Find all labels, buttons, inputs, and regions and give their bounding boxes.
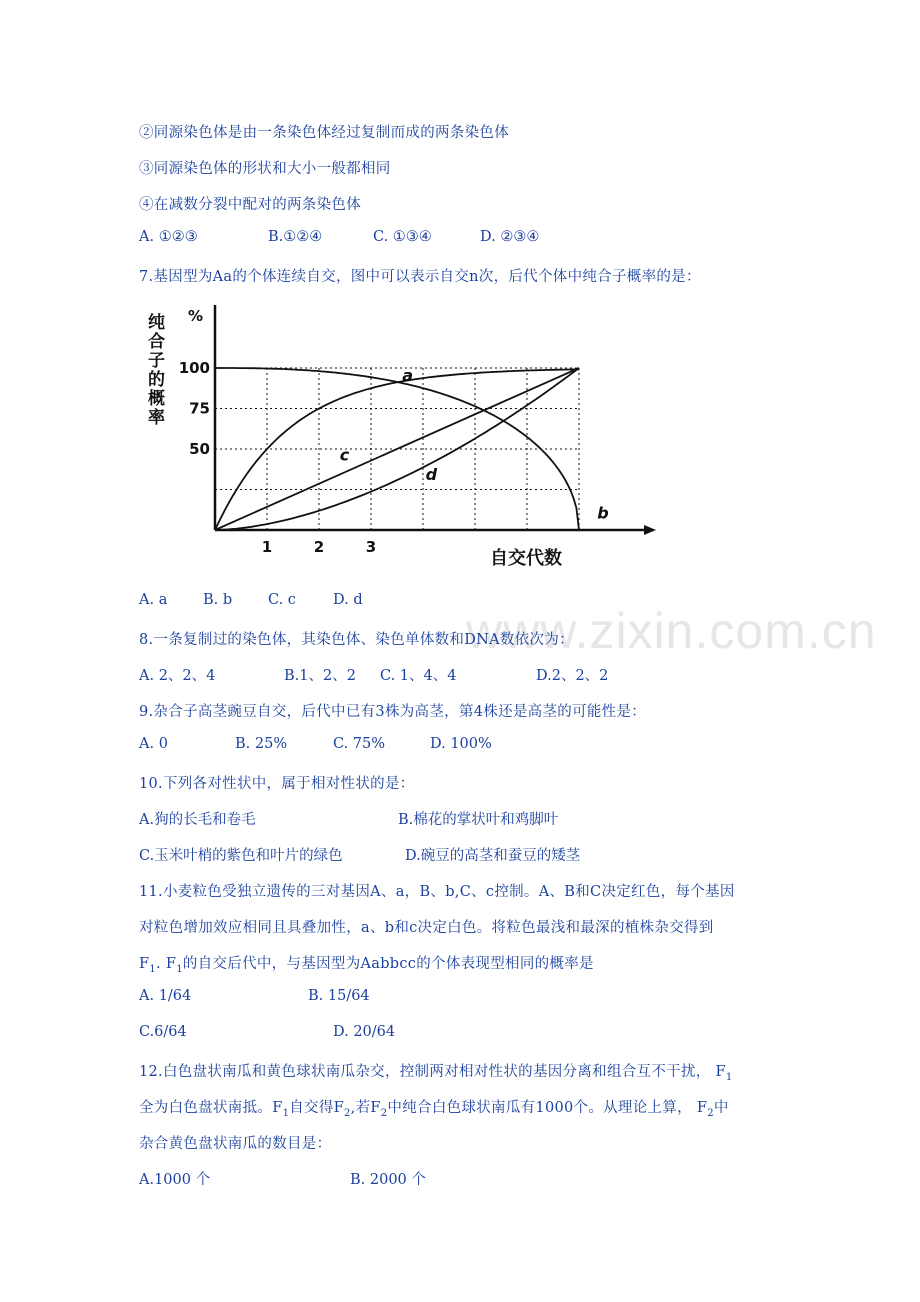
chart-curves [215, 365, 579, 530]
q12-line-1: 12.白色盘状南瓜和黄色球状南瓜杂交，控制两对相对性状的基因分离和组合互不干扰， $F_1$ [139, 1064, 733, 1083]
q8-option-b[interactable]: B.1、2、2 [284, 668, 356, 684]
x-axis-arrow [644, 525, 656, 535]
series-a-label: a [402, 365, 413, 385]
q12-line-2: 全为白色盘状南抵。$F_1$自交得$F_2$,若$F_2$中纯合白色球状南瓜有1000个。从理论上算， $F_2$中 [139, 1100, 729, 1119]
q7-option-b[interactable]: B. b [203, 592, 233, 608]
q10-stem: 10.下列各对性状中，属于相对性状的是： [139, 776, 415, 792]
q11-line-2: 对粒色增加效应相同且具叠加性，a、b和c决定白色。将粒色最浅和最深的植株杂交得到 [139, 920, 714, 936]
y-axis-label-char: 概 [148, 389, 165, 409]
q6-option-d[interactable]: D. ②③④ [480, 229, 540, 245]
x-tick-label: 3 [365, 538, 377, 556]
statement-2: ②同源染色体是由一条染色体经过复制而成的两条染色体 [139, 125, 509, 141]
y-axis-label-char: 率 [148, 408, 165, 428]
q6-option-a[interactable]: A. ①②③ [139, 229, 198, 245]
y-tick-label: 100 [178, 359, 210, 377]
q11-option-a[interactable]: A. 1/64 [139, 988, 192, 1004]
q7-option-a[interactable]: A. a [139, 592, 168, 608]
q12-option-b[interactable]: B. 2000 个 [350, 1172, 426, 1188]
q7-stem: 7.基因型为Aa的个体连续自交，图中可以表示自交n次，后代个体中纯合子概率的是： [139, 269, 701, 285]
x-tick-label: 1 [261, 538, 273, 556]
q7-option-c[interactable]: C. c [268, 592, 296, 608]
y-tick-label: 50 [189, 440, 210, 458]
y-unit-label: % [188, 307, 204, 325]
x-tick-label: 2 [313, 538, 325, 556]
series-d-label: d [425, 464, 438, 484]
q8-option-d[interactable]: D.2、2、2 [536, 668, 609, 684]
q9-option-c[interactable]: C. 75% [333, 736, 386, 752]
q10-option-b[interactable]: B.棉花的掌状叶和鸡脚叶 [398, 812, 559, 828]
q11-option-d[interactable]: D. 20/64 [333, 1024, 396, 1040]
series-b-label: b [597, 503, 609, 523]
q11-option-c[interactable]: C.6/64 [139, 1024, 187, 1040]
q9-option-a[interactable]: A. 0 [139, 736, 168, 752]
q6-option-c[interactable]: C. ①③④ [373, 229, 432, 245]
q7-option-d[interactable]: D. d [333, 592, 363, 608]
q9-option-b[interactable]: B. 25% [235, 736, 288, 752]
q8-option-c[interactable]: C. 1、4、4 [380, 668, 457, 684]
q8-option-a[interactable]: A. 2、2、4 [139, 668, 216, 684]
q8-stem: 8.一条复制过的染色体，其染色体、染色单体数和DNA数依次为： [139, 632, 574, 648]
statement-4: ④在减数分裂中配对的两条染色体 [139, 197, 361, 213]
y-axis-label-char: 的 [148, 370, 165, 390]
x-axis-label: 自交代数 [490, 548, 562, 569]
watermark: www.zixin.com.cn [466, 603, 877, 659]
y-axis-label-char: 子 [148, 351, 165, 371]
q12-line-3: 杂合黄色盘状南瓜的数目是： [139, 1136, 332, 1152]
q9-stem: 9.杂合子高茎豌豆自交，后代中已有3株为高茎，第4株还是高茎的可能性是： [139, 704, 647, 720]
purity-chart [140, 293, 680, 578]
series-c-label: c [339, 445, 350, 465]
q11-option-b[interactable]: B. 15/64 [308, 988, 370, 1004]
q6-option-b[interactable]: B.①②④ [268, 229, 323, 245]
q10-option-a[interactable]: A.狗的长毛和卷毛 [139, 812, 256, 828]
statement-3: ③同源染色体的形状和大小一般都相同 [139, 161, 391, 177]
q12-option-a[interactable]: A.1000 个 [139, 1172, 211, 1188]
q10-option-c[interactable]: C.玉米叶梢的紫色和叶片的绿色 [139, 848, 343, 864]
y-axis-label-char: 纯 [148, 313, 165, 333]
q11-line-1: 11.小麦粒色受独立遗传的三对基因A、a，B、b,C、c控制。A、B和C决定红色，每个基因 [139, 884, 735, 900]
y-tick-label: 75 [189, 399, 210, 418]
q10-option-d[interactable]: D.碗豆的高茎和蚕豆的矮茎 [405, 848, 581, 864]
series-c-line [215, 365, 579, 530]
q11-line-3: $F_1$. $F_1$的自交后代中，与基因型为Aabbcc的个体表现型相同的概率是 [139, 956, 594, 975]
q9-option-d[interactable]: D. 100% [430, 736, 492, 752]
y-axis-label-char: 合 [148, 332, 165, 352]
